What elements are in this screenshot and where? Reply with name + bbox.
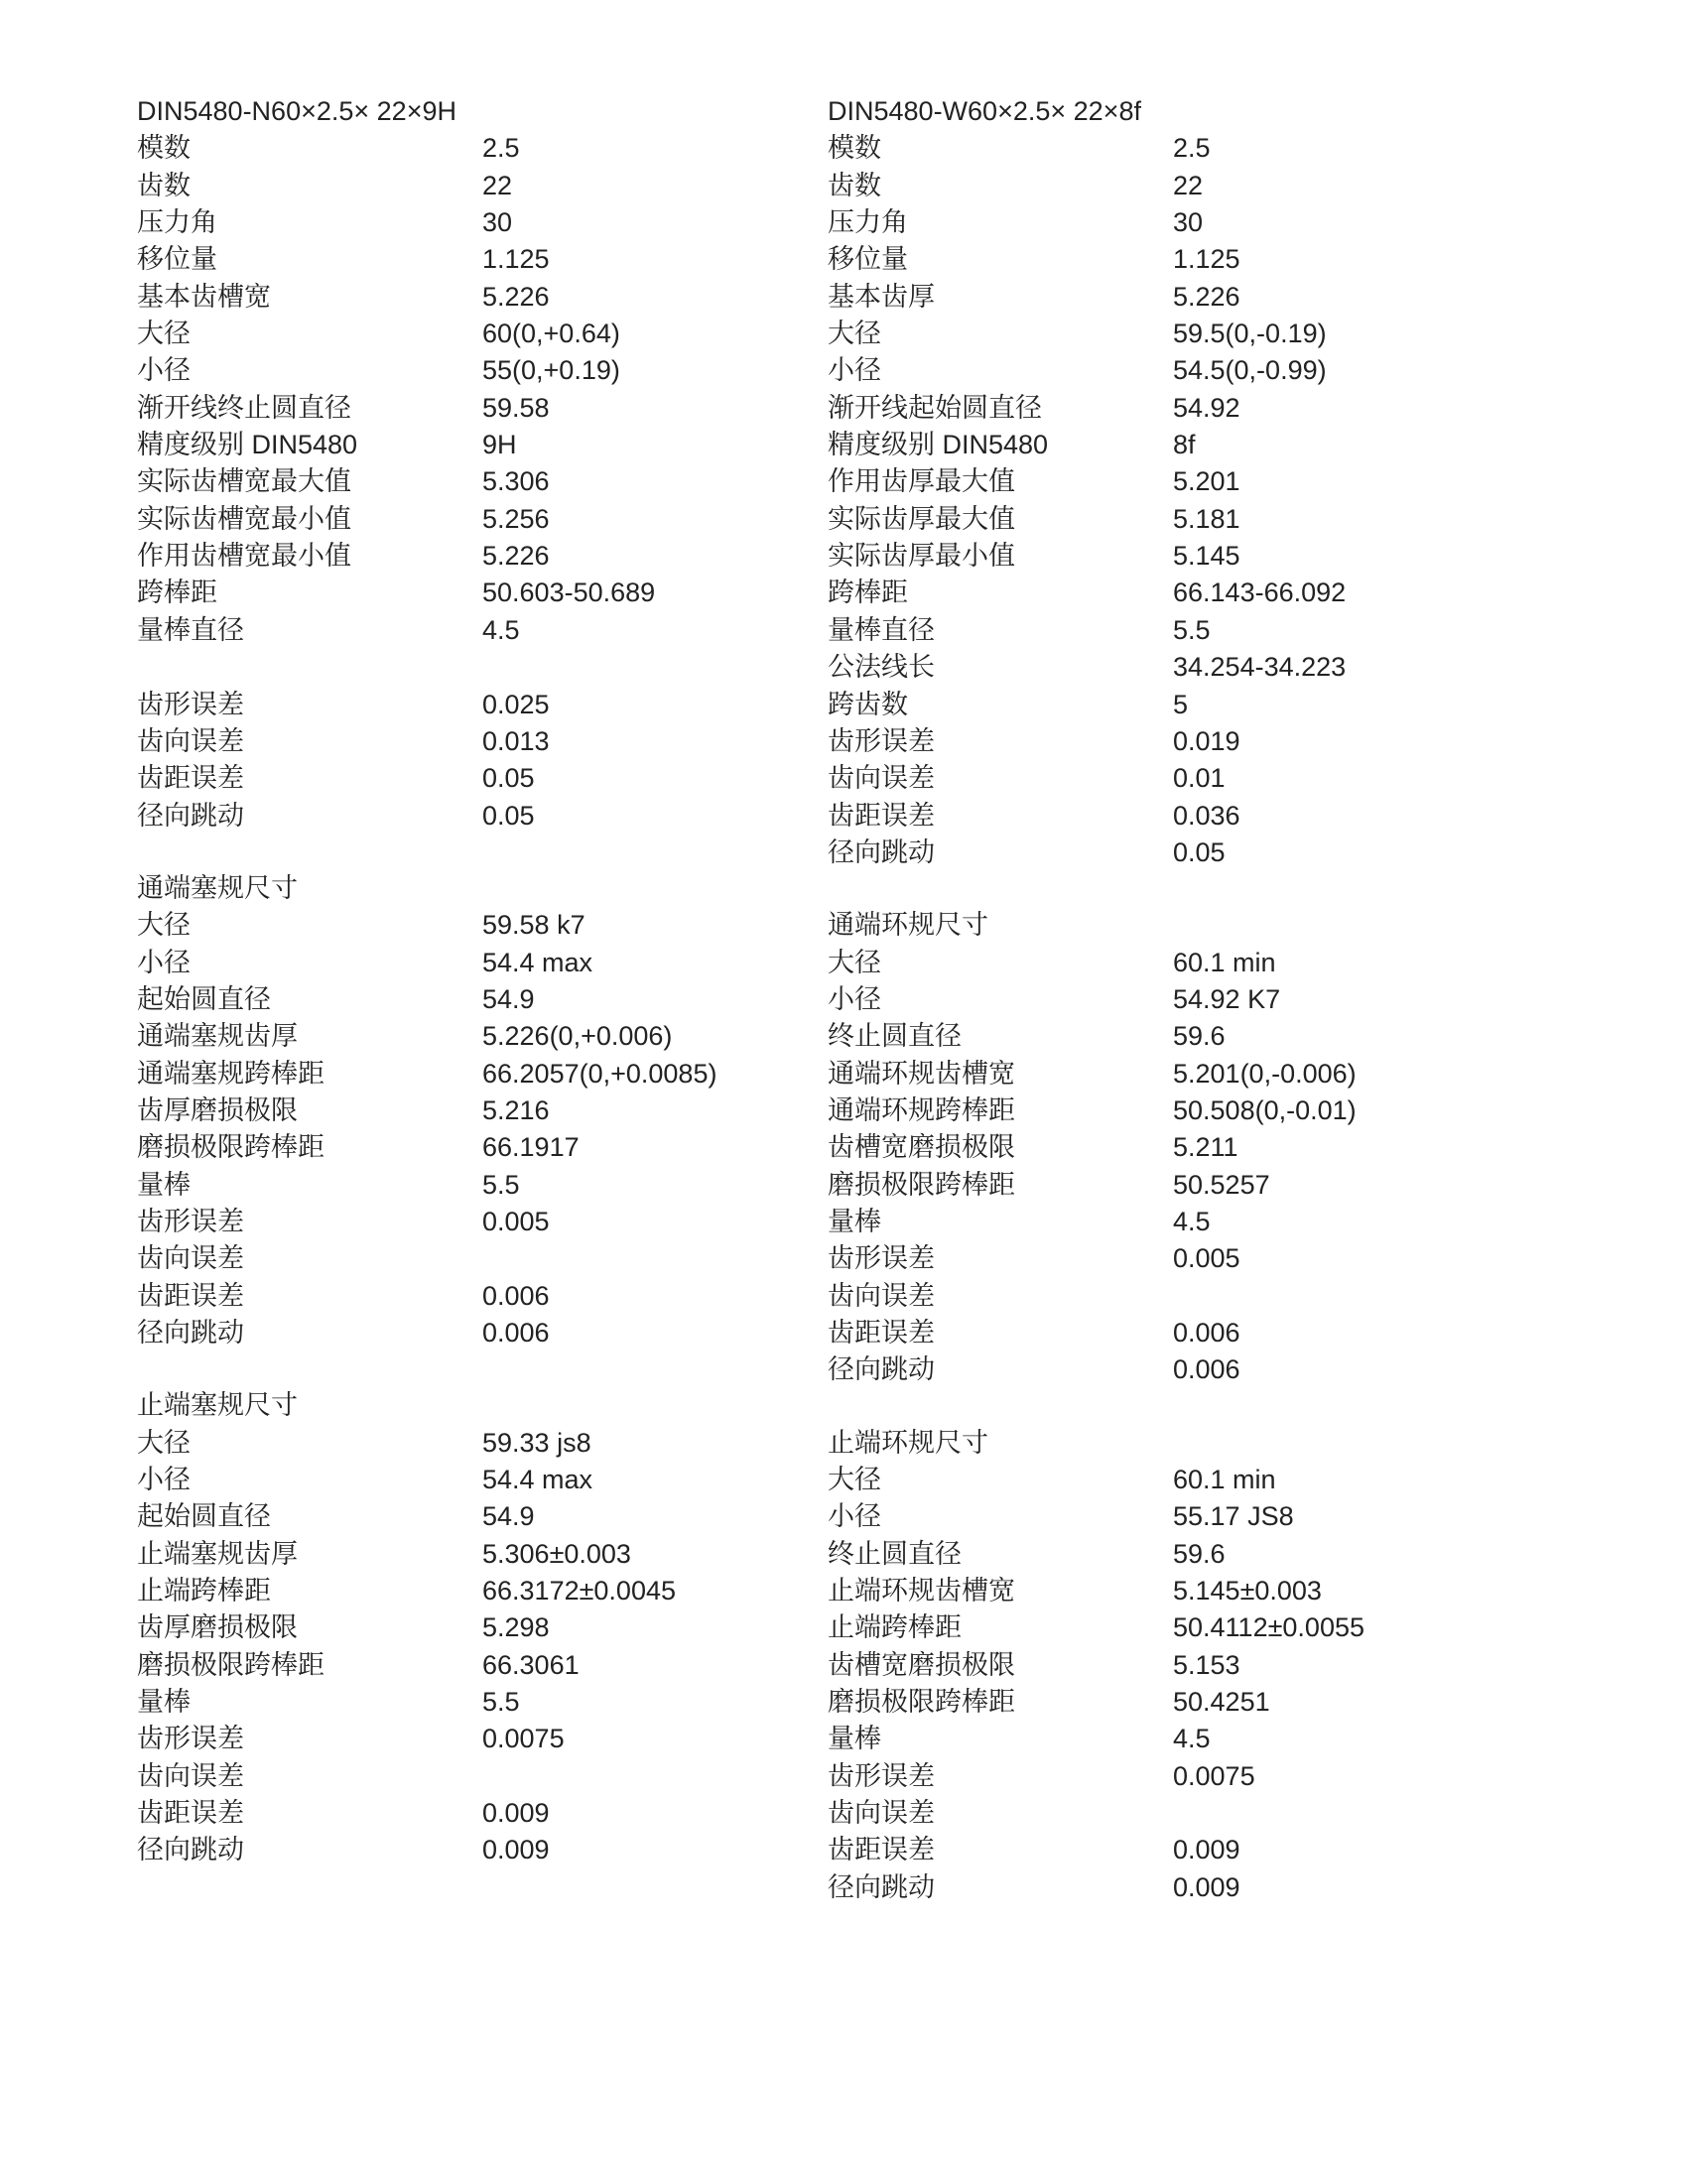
parameter-value: 2.5 (1173, 133, 1211, 164)
parameter-label: 实际齿厚最小值 (828, 541, 1015, 572)
parameter-row (828, 1018, 1463, 1055)
parameter-value: 5.256 (482, 503, 550, 534)
parameter-label: 量棒 (828, 1724, 881, 1754)
parameter-label: 齿形误差 (828, 1243, 935, 1274)
parameter-value: 0.025 (482, 689, 550, 719)
nogo-gauge-parameters (828, 1462, 1463, 1906)
parameter-label: 压力角 (828, 207, 908, 238)
parameter-label: 小径 (137, 947, 191, 977)
parameter-value: 5.216 (482, 1094, 550, 1125)
spline-designation: DIN5480-N60×2.5× 22×9H (137, 96, 456, 126)
parameter-row (137, 723, 772, 760)
parameter-label: 径向跳动 (137, 800, 244, 831)
spacer (828, 1389, 1463, 1425)
parameter-value: 5.226 (1173, 281, 1240, 312)
parameter-label: 径向跳动 (828, 1354, 935, 1385)
parameter-value: 0.0075 (1173, 1760, 1255, 1791)
parameter-value: 5.226(0,+0.006) (482, 1021, 673, 1052)
parameter-label: 齿形误差 (137, 689, 244, 719)
parameter-label: 起始圆直径 (137, 983, 271, 1014)
parameter-row (137, 687, 772, 723)
parameter-value: 5.211 (1173, 1132, 1238, 1163)
parameter-value: 30 (1173, 207, 1204, 238)
parameter-label: 压力角 (137, 207, 217, 238)
parameter-value: 0.006 (482, 1318, 550, 1348)
parameter-label: 齿距误差 (137, 763, 244, 794)
parameter-row (828, 168, 1463, 204)
parameter-label: 跨棒距 (137, 578, 217, 608)
tolerance-errors (137, 687, 772, 835)
parameter-row (137, 907, 772, 944)
parameter-label: 径向跳动 (828, 836, 935, 867)
parameter-label: 齿向误差 (828, 1280, 935, 1311)
go-gauge-title: 通端塞规尺寸 (137, 872, 298, 903)
parameter-row (137, 241, 772, 278)
parameter-value: 30 (482, 207, 513, 238)
parameter-value: 50.5257 (1173, 1169, 1270, 1200)
parameter-row (828, 241, 1463, 278)
parameter-row (137, 1056, 772, 1092)
parameter-row (828, 1056, 1463, 1092)
parameter-row (137, 1536, 772, 1573)
parameter-value: 34.254-34.223 (1173, 652, 1347, 683)
parameter-label: 小径 (828, 1501, 881, 1532)
parameter-label: 模数 (137, 133, 191, 164)
parameter-value: 0.05 (1173, 836, 1226, 867)
parameter-row (137, 1758, 772, 1795)
parameter-value: 59.6 (1173, 1021, 1226, 1052)
parameter-value: 5.145 (1173, 541, 1240, 572)
parameter-label: 齿距误差 (828, 1318, 935, 1348)
parameter-row (137, 1795, 772, 1832)
parameter-row (137, 538, 772, 575)
parameter-label: 通端塞规齿厚 (137, 1021, 298, 1052)
parameter-row (137, 1498, 772, 1535)
parameter-value: 0.013 (482, 725, 550, 756)
parameter-row (137, 575, 772, 611)
go-gauge-title: 通端环规尺寸 (828, 910, 988, 941)
parameter-row (828, 1204, 1463, 1240)
parameter-value: 54.92 K7 (1173, 983, 1281, 1014)
parameter-value: 5.145±0.003 (1173, 1576, 1322, 1606)
parameter-row (828, 427, 1463, 463)
parameter-label: 通端环规齿槽宽 (828, 1058, 1015, 1089)
parameter-value: 54.9 (482, 1501, 535, 1532)
parameter-label: 齿向误差 (828, 763, 935, 794)
parameter-row (137, 1092, 772, 1129)
parameter-value: 60(0,+0.64) (482, 319, 620, 349)
parameter-label: 大径 (137, 1427, 191, 1458)
parameter-value: 5.306 (482, 466, 550, 497)
parameter-value: 60.1 min (1173, 947, 1276, 977)
parameter-value: 66.3172±0.0045 (482, 1576, 676, 1606)
parameter-value: 5.226 (482, 541, 550, 572)
parameter-value: 59.33 js8 (482, 1427, 591, 1458)
parameter-value: 0.009 (1173, 1835, 1240, 1865)
parameter-label: 移位量 (137, 244, 217, 275)
parameter-row (828, 130, 1463, 167)
parameter-row (137, 316, 772, 352)
parameter-value: 66.1917 (482, 1132, 580, 1163)
parameter-row (137, 1018, 772, 1055)
parameter-value: 54.9 (482, 983, 535, 1014)
parameter-row (828, 1758, 1463, 1795)
parameter-label: 实际齿槽宽最大值 (137, 466, 351, 497)
parameter-label: 止端跨棒距 (828, 1612, 962, 1643)
parameter-row (137, 1129, 772, 1166)
parameter-value: 0.009 (482, 1798, 550, 1829)
parameter-value: 5.226 (482, 281, 550, 312)
parameter-label: 齿距误差 (137, 1280, 244, 1311)
parameter-row (828, 1684, 1463, 1721)
parameter-row (828, 204, 1463, 241)
parameter-row (828, 1536, 1463, 1573)
parameter-label: 齿形误差 (137, 1206, 244, 1236)
parameter-label: 小径 (828, 983, 881, 1014)
parameter-label: 齿向误差 (137, 1760, 244, 1791)
parameter-row (137, 1167, 772, 1204)
internal-spline-column (137, 93, 772, 1869)
parameter-value: 50.603-50.689 (482, 578, 656, 608)
parameter-row (137, 1278, 772, 1315)
parameter-row (828, 649, 1463, 686)
parameter-row (828, 352, 1463, 389)
parameter-row (137, 1573, 772, 1609)
parameter-value: 0.05 (482, 763, 535, 794)
parameter-row (828, 1278, 1463, 1315)
spacer (137, 1351, 772, 1387)
parameter-value: 0.05 (482, 800, 535, 831)
parameter-label: 齿形误差 (137, 1724, 244, 1754)
parameter-label: 精度级别 DIN5480 (828, 430, 1049, 460)
parameter-row (828, 1129, 1463, 1166)
parameter-label: 齿形误差 (828, 725, 935, 756)
parameter-label: 起始圆直径 (137, 1501, 271, 1532)
nogo-gauge-title: 止端环规尺寸 (828, 1427, 988, 1458)
go-gauge-parameters (137, 907, 772, 1351)
parameter-value: 5.306±0.003 (482, 1538, 631, 1569)
parameter-label: 径向跳动 (828, 1871, 935, 1902)
parameter-value: 0.009 (1173, 1871, 1240, 1902)
parameter-value: 5.298 (482, 1612, 550, 1643)
parameter-label: 量棒 (828, 1206, 881, 1236)
parameter-value: 60.1 min (1173, 1465, 1276, 1495)
parameter-label: 量棒直径 (828, 614, 935, 645)
parameter-label: 实际齿槽宽最小值 (137, 503, 351, 534)
parameter-value: 54.4 max (482, 947, 593, 977)
parameter-value: 5.181 (1173, 503, 1240, 534)
parameter-value: 54.5(0,-0.99) (1173, 355, 1327, 386)
parameter-row (137, 760, 772, 797)
parameter-label: 齿槽宽磨损极限 (828, 1649, 1015, 1680)
parameter-row (137, 1240, 772, 1277)
parameter-row (828, 835, 1463, 871)
parameter-row (137, 390, 772, 427)
parameter-row (137, 279, 772, 316)
parameter-value: 66.2057(0,+0.0085) (482, 1058, 717, 1089)
parameter-row (828, 575, 1463, 611)
parameter-value: 0.0075 (482, 1724, 565, 1754)
parameter-label: 齿向误差 (828, 1798, 935, 1829)
parameter-label: 作用齿厚最大值 (828, 466, 1015, 497)
parameter-value: 1.125 (1173, 244, 1240, 275)
parameter-row (137, 501, 772, 538)
parameter-row (828, 390, 1463, 427)
parameter-label: 径向跳动 (137, 1835, 244, 1865)
parameter-value: 66.143-66.092 (1173, 578, 1347, 608)
parameter-row (137, 945, 772, 981)
parameter-value: 0.009 (482, 1835, 550, 1865)
parameter-label: 大径 (828, 1465, 881, 1495)
parameter-row (828, 687, 1463, 723)
parameter-value: 54.4 max (482, 1465, 593, 1495)
parameter-label: 齿厚磨损极限 (137, 1612, 298, 1643)
parameter-value: 22 (482, 170, 513, 200)
nogo-gauge-title: 止端塞规尺寸 (137, 1390, 298, 1421)
parameter-label: 作用齿槽宽最小值 (137, 541, 351, 572)
parameter-label: 磨损极限跨棒距 (828, 1687, 1015, 1718)
parameter-label: 大径 (137, 319, 191, 349)
parameter-value: 59.6 (1173, 1538, 1226, 1569)
parameter-label: 移位量 (828, 244, 908, 275)
parameter-row (828, 798, 1463, 835)
parameter-label: 大径 (828, 947, 881, 977)
parameter-value: 0.006 (482, 1280, 550, 1311)
parameter-row (828, 1462, 1463, 1498)
parameter-row (828, 612, 1463, 649)
parameter-row (137, 130, 772, 167)
parameter-label: 径向跳动 (137, 1318, 244, 1348)
spacer (828, 871, 1463, 907)
parameter-value: 0.019 (1173, 725, 1240, 756)
parameter-label: 精度级别 DIN5480 (137, 430, 358, 460)
parameter-value: 5.201(0,-0.006) (1173, 1058, 1357, 1089)
parameter-value: 0.005 (1173, 1243, 1240, 1274)
parameter-value: 5.5 (482, 1687, 520, 1718)
parameter-label: 大径 (828, 319, 881, 349)
spline-parameters (828, 130, 1463, 723)
spline-parameters (137, 130, 772, 649)
parameter-value: 55(0,+0.19) (482, 355, 620, 386)
parameter-row (828, 501, 1463, 538)
parameter-label: 齿向误差 (137, 1243, 244, 1274)
parameter-label: 齿距误差 (828, 1835, 935, 1865)
parameter-label: 磨损极限跨棒距 (137, 1132, 325, 1163)
parameter-row (137, 168, 772, 204)
parameter-label: 量棒 (137, 1687, 191, 1718)
parameter-value: 4.5 (1173, 1206, 1211, 1236)
parameter-label: 模数 (828, 133, 881, 164)
parameter-label: 齿数 (137, 170, 191, 200)
parameter-label: 公法线长 (828, 652, 935, 683)
parameter-label: 终止圆直径 (828, 1538, 962, 1569)
parameter-row (137, 1832, 772, 1868)
spacer (137, 649, 772, 686)
parameter-row (828, 538, 1463, 575)
parameter-label: 齿距误差 (828, 800, 935, 831)
parameter-row (137, 204, 772, 241)
parameter-label: 止端塞规齿厚 (137, 1538, 298, 1569)
parameter-row (137, 1647, 772, 1684)
parameter-value: 9H (482, 430, 517, 460)
parameter-row (137, 1462, 772, 1498)
parameter-value: 5.153 (1173, 1649, 1240, 1680)
parameter-row (828, 1609, 1463, 1646)
parameter-row (828, 1240, 1463, 1277)
parameter-row (828, 279, 1463, 316)
parameter-label: 齿数 (828, 170, 881, 200)
parameter-row (828, 981, 1463, 1018)
parameter-label: 量棒直径 (137, 614, 244, 645)
parameter-row (828, 760, 1463, 797)
parameter-label: 终止圆直径 (828, 1021, 962, 1052)
parameter-value: 50.508(0,-0.01) (1173, 1094, 1357, 1125)
parameter-value: 59.5(0,-0.19) (1173, 319, 1327, 349)
parameter-value: 5.5 (482, 1169, 520, 1200)
parameter-value: 55.17 JS8 (1173, 1501, 1294, 1532)
parameter-row (137, 1204, 772, 1240)
parameter-value: 5.201 (1173, 466, 1240, 497)
parameter-row (828, 1573, 1463, 1609)
parameter-row (828, 1092, 1463, 1129)
parameter-label: 基本齿槽宽 (137, 281, 271, 312)
go-gauge-parameters (828, 945, 1463, 1389)
spacer (137, 835, 772, 870)
nogo-gauge-parameters (137, 1425, 772, 1869)
parameter-value: 50.4251 (1173, 1687, 1270, 1718)
parameter-value: 1.125 (482, 244, 550, 275)
parameter-row (137, 798, 772, 835)
parameter-label: 齿距误差 (137, 1798, 244, 1829)
parameter-label: 基本齿厚 (828, 281, 935, 312)
parameter-value: 8f (1173, 430, 1196, 460)
parameter-label: 磨损极限跨棒距 (828, 1169, 1015, 1200)
parameter-row (828, 1315, 1463, 1351)
parameter-row (828, 1647, 1463, 1684)
parameter-label: 实际齿厚最大值 (828, 503, 1015, 534)
parameter-value: 59.58 (482, 392, 550, 423)
parameter-value: 2.5 (482, 133, 520, 164)
parameter-value: 4.5 (482, 614, 520, 645)
parameter-row (828, 1832, 1463, 1868)
parameter-label: 齿厚磨损极限 (137, 1094, 298, 1125)
parameter-label: 大径 (137, 910, 191, 941)
parameter-label: 通端环规跨棒距 (828, 1094, 1015, 1125)
parameter-value: 0.036 (1173, 800, 1240, 831)
parameter-value: 4.5 (1173, 1724, 1211, 1754)
parameter-row (828, 316, 1463, 352)
parameter-value: 50.4112±0.0055 (1173, 1612, 1364, 1643)
parameter-label: 量棒 (137, 1169, 191, 1200)
parameter-label: 小径 (137, 1465, 191, 1495)
parameter-row (137, 352, 772, 389)
parameter-value: 54.92 (1173, 392, 1240, 423)
parameter-label: 小径 (828, 355, 881, 386)
parameter-row (137, 1425, 772, 1462)
parameter-value: 22 (1173, 170, 1204, 200)
parameter-row (828, 463, 1463, 500)
parameter-label: 止端环规齿槽宽 (828, 1576, 1015, 1606)
tolerance-errors (828, 723, 1463, 871)
parameter-value: 59.58 k7 (482, 910, 585, 941)
parameter-value: 5 (1173, 689, 1189, 719)
parameter-row (137, 1721, 772, 1757)
parameter-label: 跨棒距 (828, 578, 908, 608)
parameter-label: 磨损极限跨棒距 (137, 1649, 325, 1680)
parameter-value: 66.3061 (482, 1649, 580, 1680)
parameter-value: 0.01 (1173, 763, 1226, 794)
parameter-label: 跨齿数 (828, 689, 908, 719)
parameter-label: 止端跨棒距 (137, 1576, 271, 1606)
parameter-row (137, 981, 772, 1018)
parameter-row (137, 612, 772, 649)
parameter-row (828, 1351, 1463, 1388)
parameter-label: 齿向误差 (137, 725, 244, 756)
parameter-row (828, 1795, 1463, 1832)
parameter-value: 0.006 (1173, 1318, 1240, 1348)
spline-designation: DIN5480-W60×2.5× 22×8f (828, 96, 1141, 126)
parameter-label: 渐开线终止圆直径 (137, 392, 351, 423)
parameter-label: 齿形误差 (828, 1760, 935, 1791)
parameter-label: 渐开线起始圆直径 (828, 392, 1042, 423)
parameter-row (137, 1684, 772, 1721)
parameter-row (137, 463, 772, 500)
parameter-row (828, 1498, 1463, 1535)
parameter-label: 通端塞规跨棒距 (137, 1058, 325, 1089)
parameter-row (137, 1609, 772, 1646)
parameter-row (828, 723, 1463, 760)
parameter-label: 齿槽宽磨损极限 (828, 1132, 1015, 1163)
parameter-value: 5.5 (1173, 614, 1211, 645)
parameter-value: 0.005 (482, 1206, 550, 1236)
parameter-label: 小径 (137, 355, 191, 386)
external-spline-column (828, 93, 1463, 1906)
parameter-value: 0.006 (1173, 1354, 1240, 1385)
parameter-row (828, 1721, 1463, 1757)
parameter-row (137, 1315, 772, 1351)
parameter-row (828, 945, 1463, 981)
parameter-row (137, 427, 772, 463)
parameter-row (828, 1869, 1463, 1906)
parameter-row (828, 1167, 1463, 1204)
